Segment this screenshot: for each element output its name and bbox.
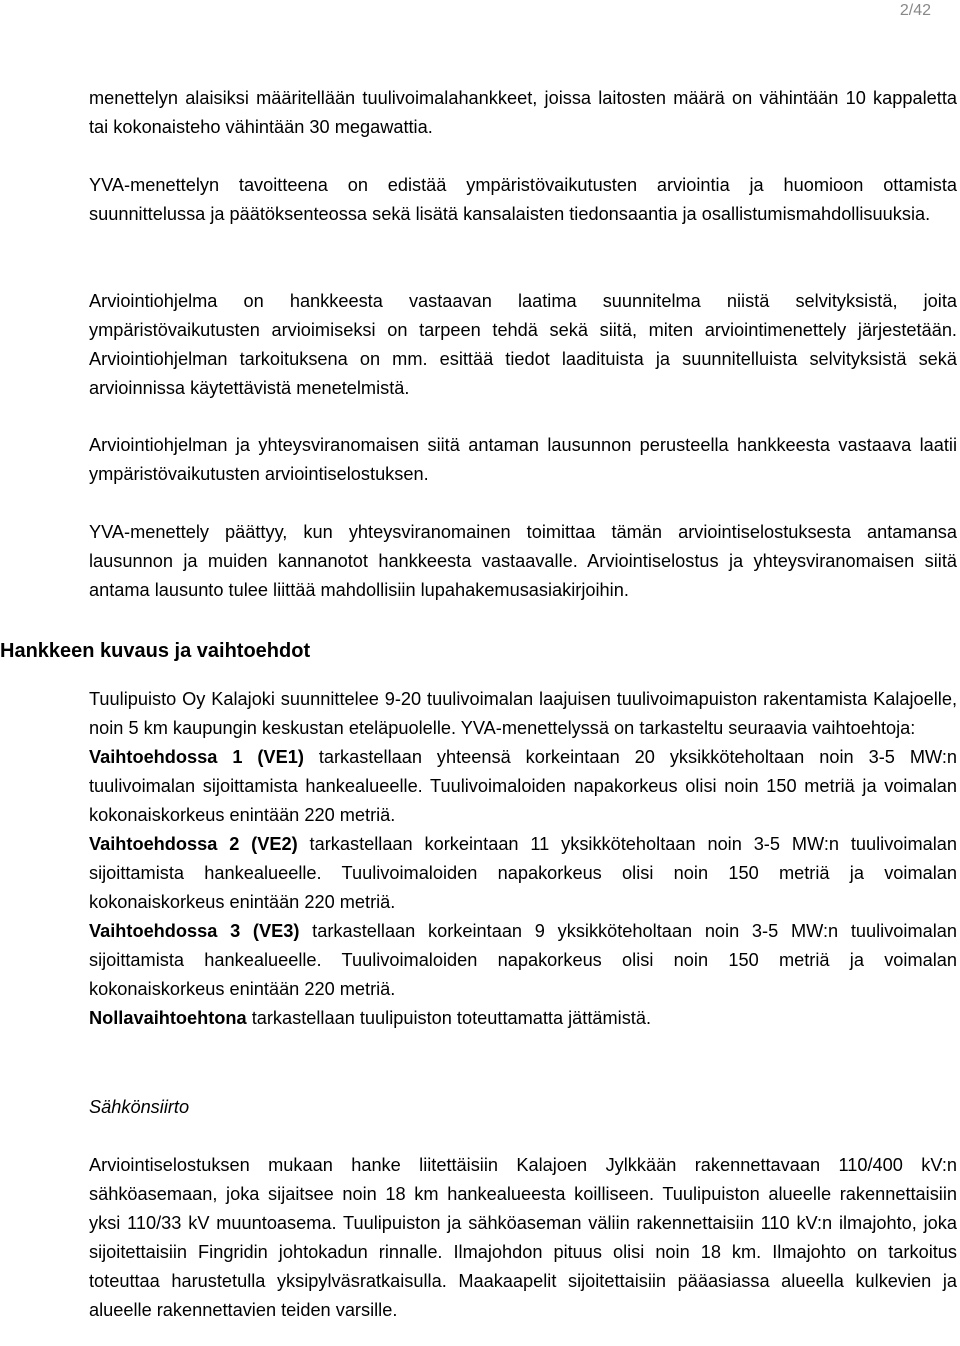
subheading-transmission: Sähkönsiirto [89,1097,190,1117]
paragraph-yva-goal: YVA-menettelyn tavoitteena on edistää ympäristövaikutusten arviointia ja huomioon ottamista suunnittelussa ja päätöksenteossa sekä lisätä kansalaisten tiedonsaantia ja osallistumismahdollisuuksia. [89,175,957,224]
option-ve1-text: tarkastellaan yhteensä korkeintaan 20 yksikköteholtaan noin 3-5 MW:n tuulivoimalan sijoittamista hankealueelle. Tuulivoimaloiden napakorkeus olisi noin 150 metriä ja voimalan kokonaiskorkeus enintään 220 metriä. [89,747,957,825]
option-ve2 [89,830,957,917]
paragraph-yva-end: YVA-menettely päättyy, kun yhteysviranomainen toimittaa tämän arviointiselostuksesta antamansa lausunnon ja muiden kannanotot hankkeesta vastaavalle. Arviointiselostus ja yhteysviranomaisen siitä antama lausunto tulee liittää mahdollisiin lupahakemusasiakirjoihin. [89,522,957,600]
option-zero-text: tarkastellaan tuulipuiston toteuttamatta jättämistä. [246,1008,652,1028]
project-description [89,685,957,1033]
option-ve1-label: Vaihtoehdossa 1 (VE1) [89,747,304,767]
section-heading: Hankkeen kuvaus ja vaihtoehdot [0,640,311,662]
option-zero [89,1004,957,1033]
paragraph-assessment-programme: Arviointiohjelma on hankkeesta vastaavan laatima suunnitelma niistä selvityksistä, joita ympäristövaikutusten arvioimiseksi on tarpeen tehdä sekä siitä, miten arviointimenettely järjestetään. Arviointiohjelman tarkoituksena on mm. esittää tiedot laadituista ja suunnitelluista selvityksistä sekä arvioinnissa käytettävistä menetelmistä. [89,291,957,398]
paragraph-yva-scope: menettelyn alaisiksi määritellään tuulivoimalahankkeet, joissa laitosten määrä on vähintään 10 kappaletta tai kokonaisteho vähintään 30 megawattia. [89,88,957,137]
paragraph-transmission: Arviointiselostuksen mukaan hanke liitettäisiin Kalajoen Jylkkään rakennettavaan 110/400 kV:n sähköasemaan, joka sijaitsee noin 18 km hankealueesta koilliseen. Tuulipuiston alueelle rakennettaisiin yksi 110/33 kV muuntoasema. Tuulipuiston ja sähköaseman väliin rakennettaisiin 110 kV:n ilmajohto, joka sijoitettaisiin Fingridin johtokadun rinnalle. Ilmajohdon pituus olisi noin 18 km. Ilmajohto on tarkoitus toteuttaa harustetulla yksipylväsratkaisulla. Maakaapelit sijoitettaisiin pääasiassa alueella kulkevien ja alueelle rakennettavien teiden varsille. [89,1155,957,1320]
option-ve2-text: tarkastellaan korkeintaan 11 yksikköteholtaan noin 3-5 MW:n tuulivoimalan sijoittamista hankealueelle. Tuulivoimaloiden napakorkeus olisi noin 150 metriä ja voimalan kokonaiskorkeus enintään 220 metriä. [89,834,957,912]
page-number: 2/42 [899,2,931,19]
option-ve3-label: Vaihtoehdossa 3 (VE3) [89,921,300,941]
project-intro: Tuulipuisto Oy Kalajoki suunnittelee 9-20 tuulivoimalan laajuisen tuulivoimapuiston rakentamista Kalajoelle, noin 5 km kaupungin keskustan eteläpuolelle. YVA-menettelyssä on tarkasteltu seuraavia vaihtoehtoja: [89,689,957,738]
option-zero-label: Nollavaihtoehtona [89,1008,247,1028]
option-ve3-text: tarkastellaan korkeintaan 9 yksikköteholtaan noin 3-5 MW:n tuulivoimalan sijoittamista hankealueelle. Tuulivoimaloiden napakorkeus olisi noin 150 metriä ja voimalan kokonaiskorkeus enintään 220 metriä. [89,921,957,999]
option-ve1 [89,743,957,830]
option-ve3 [89,917,957,1004]
option-ve2-label: Vaihtoehdossa 2 (VE2) [89,834,298,854]
paragraph-assessment-report: Arviointiohjelman ja yhteysviranomaisen siitä antaman lausunnon perusteella hankkeesta vastaava laatii ympäristövaikutusten arviointiselostuksen. [89,435,957,484]
